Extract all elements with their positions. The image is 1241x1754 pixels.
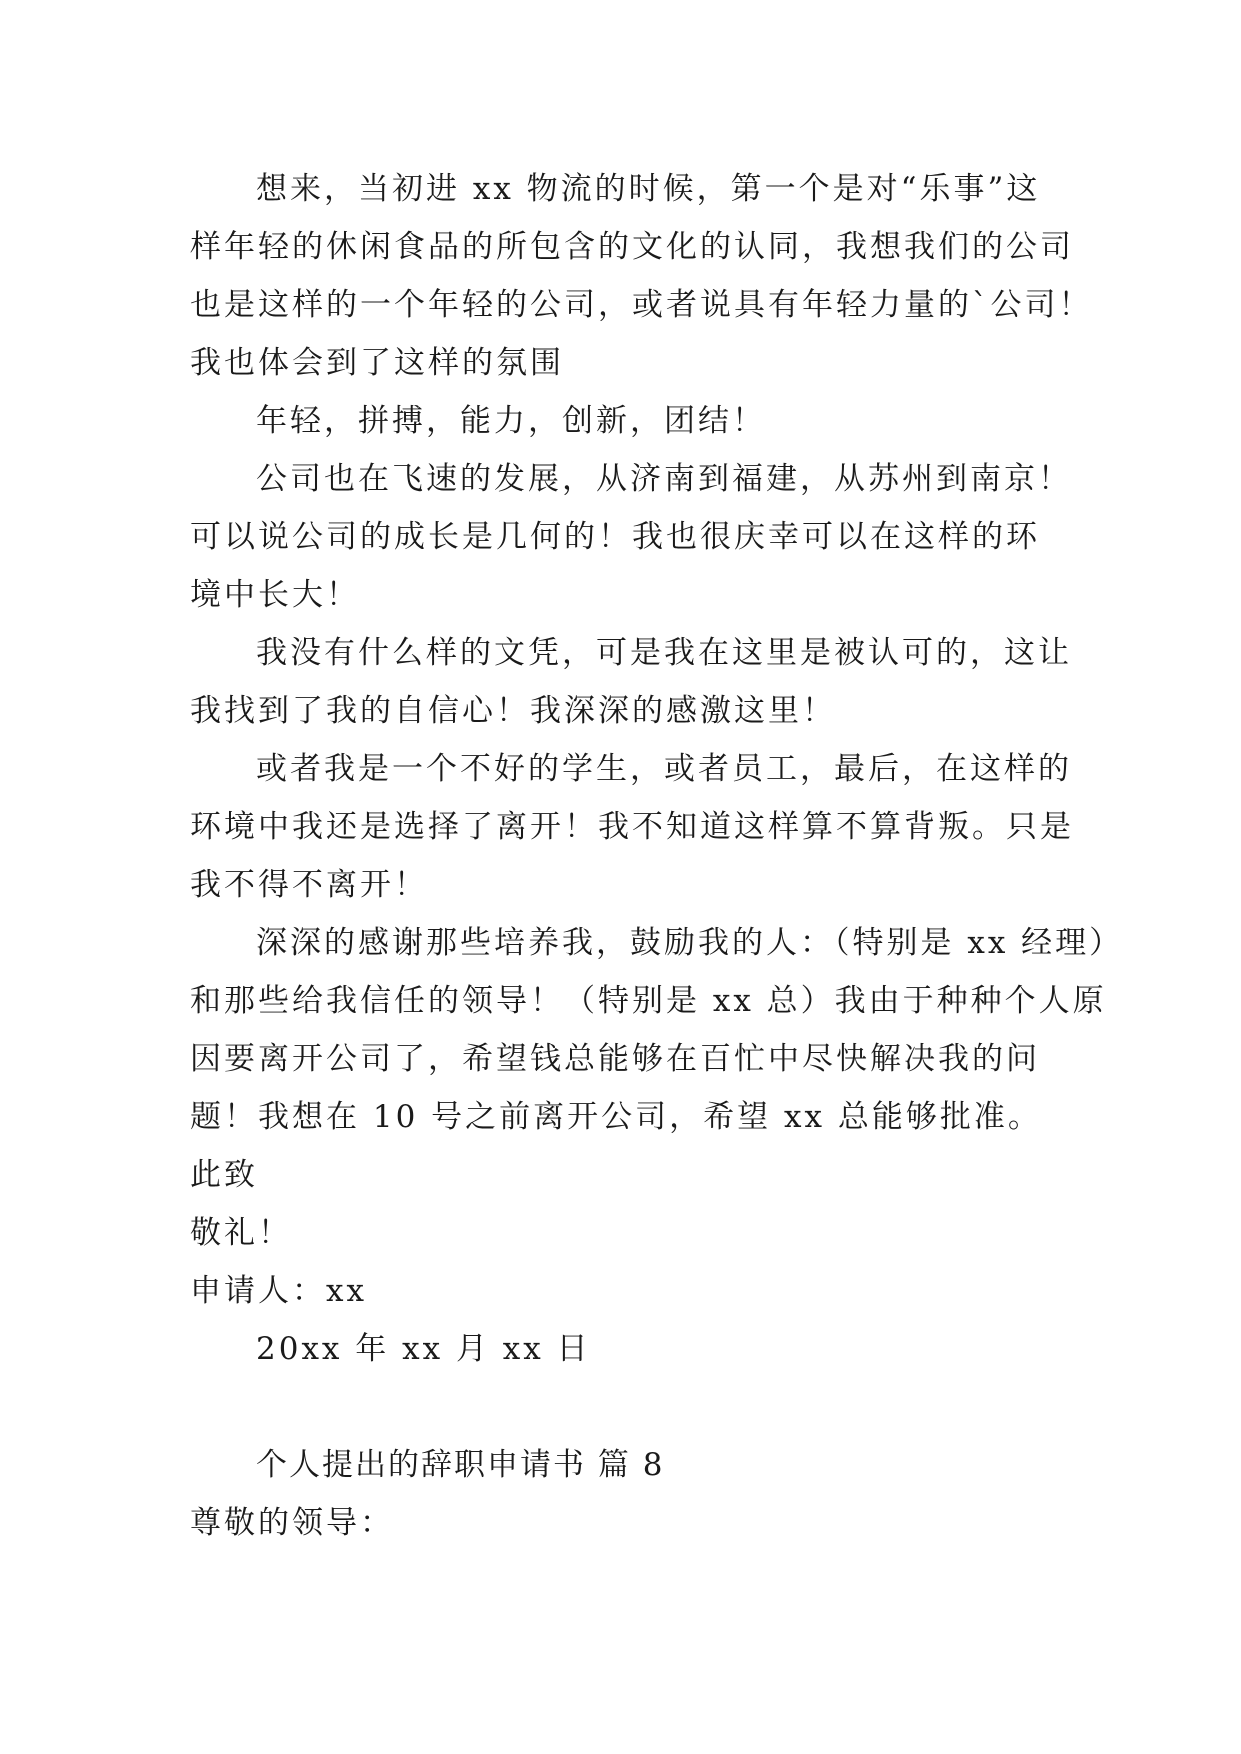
body-line: 环境中我还是选择了离开！我不知道这样算不算背叛。只是 xyxy=(190,809,1074,845)
applicant-signature: 申请人：xx xyxy=(190,1273,367,1309)
document-body xyxy=(190,160,1124,1552)
body-line: 深深的感谢那些培养我，鼓励我的人：（特别是 xx 经理） xyxy=(256,925,1124,961)
body-line: 我没有什么样的文凭，可是我在这里是被认可的，这让 xyxy=(256,635,1072,671)
body-line: 或者我是一个不好的学生，或者员工，最后，在这样的 xyxy=(256,751,1072,787)
body-line: 可以说公司的成长是几何的！我也很庆幸可以在这样的环 xyxy=(190,519,1040,555)
closing-salute: 敬礼！ xyxy=(190,1215,292,1251)
body-line: 和那些给我信任的领导！（特别是 xx 总）我由于种种个人原 xyxy=(190,983,1107,1019)
letter-date: 20xx 年 xx 月 xx 日 xyxy=(256,1331,591,1367)
body-line: 我找到了我的自信心！我深深的感激这里！ xyxy=(190,693,836,729)
section-spacer xyxy=(190,1378,1070,1436)
next-section-salutation: 尊敬的领导： xyxy=(190,1505,394,1541)
body-line: 公司也在飞速的发展，从济南到福建，从苏州到南京！ xyxy=(256,461,1072,497)
body-line: 样年轻的休闲食品的所包含的文化的认同，我想我们的公司 xyxy=(190,229,1074,265)
next-section-title: 个人提出的辞职申请书 篇 8 xyxy=(256,1447,665,1483)
body-line: 我不得不离开！ xyxy=(190,867,428,903)
body-line: 我也体会到了这样的氛围 xyxy=(190,345,564,381)
body-line: 题！我想在 10 号之前离开公司，希望 xx 总能够批准。 xyxy=(190,1099,1042,1135)
closing-line: 此致 xyxy=(190,1157,258,1193)
body-line: 也是这样的一个年轻的公司，或者说具有年轻力量的`公司！ xyxy=(190,287,1093,323)
body-line: 想来，当初进 xx 物流的时候，第一个是对“乐事”这 xyxy=(256,171,1041,207)
body-line: 因要离开公司了，希望钱总能够在百忙中尽快解决我的问 xyxy=(190,1041,1040,1077)
body-line: 年轻，拼搏，能力，创新，团结！ xyxy=(256,403,766,439)
body-line: 境中长大！ xyxy=(190,577,360,613)
